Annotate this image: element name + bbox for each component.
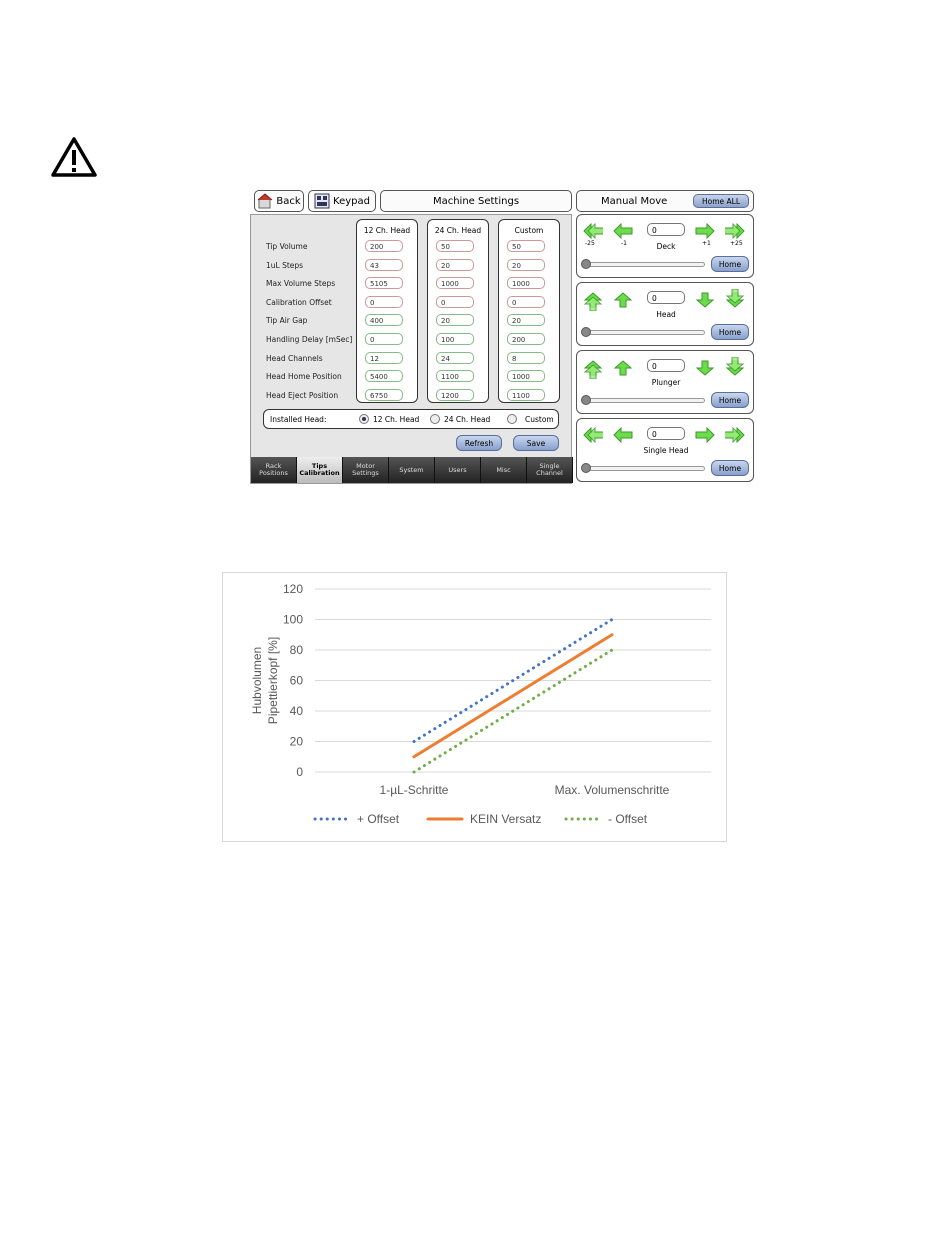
up-arrow-icon[interactable] (613, 357, 633, 379)
value-field[interactable]: 100 (436, 333, 474, 345)
home-back-icon (257, 193, 273, 209)
value-field[interactable]: 6750 (365, 389, 403, 401)
row-label: Tip Volume (266, 242, 308, 251)
value-field[interactable]: 12 (365, 352, 403, 364)
position-value-field[interactable]: 0 (647, 359, 685, 372)
position-value-field[interactable]: 0 (647, 223, 685, 236)
value-field[interactable]: 200 (507, 333, 545, 345)
move-box-single-head (576, 418, 754, 482)
home-button[interactable]: Home (711, 324, 749, 340)
down-arrow-icon[interactable] (695, 289, 715, 311)
axis-label: Plunger (651, 378, 681, 387)
y-tick-label: 0 (296, 765, 303, 779)
home-button[interactable]: Home (711, 460, 749, 476)
legend-label: - Offset (608, 812, 648, 826)
left-arrow-icon[interactable] (613, 223, 633, 239)
screen-title-text: Machine Settings (432, 195, 520, 207)
settings-tab[interactable]: Single Channel (527, 457, 573, 483)
manual-move-header (576, 190, 754, 212)
arrow-svg (613, 289, 633, 311)
row-label: Tip Air Gap (266, 316, 308, 326)
value-field[interactable]: 24 (436, 352, 474, 364)
machine-settings-screenshot (250, 186, 754, 484)
value-field[interactable]: 1100 (436, 370, 474, 382)
row-label: Head Home Position (266, 372, 342, 382)
move-box-head (576, 282, 754, 346)
value-field[interactable]: 400 (365, 314, 403, 326)
arrow-svg (725, 357, 745, 379)
down-arrow-icon[interactable] (695, 357, 715, 379)
y-tick-label: 20 (289, 734, 303, 749)
offset-line-chart (222, 572, 727, 842)
radio-12ch[interactable] (359, 414, 369, 424)
y-tick-label: 100 (282, 612, 303, 627)
position-slider[interactable] (583, 398, 705, 403)
arrow-svg (583, 223, 603, 239)
double-down-arrow-icon[interactable] (725, 357, 745, 379)
installed-head-label: Installed Head: (270, 415, 327, 424)
column-header: 12 Ch. Head (363, 226, 411, 235)
right-arrow-icon[interactable] (695, 223, 715, 239)
arrow-svg (613, 357, 633, 379)
value-field[interactable]: 8 (507, 352, 545, 364)
value-field[interactable]: 20 (436, 259, 474, 271)
arrow-svg (613, 427, 633, 443)
radio-custom[interactable] (507, 414, 517, 424)
up-arrow-icon[interactable] (613, 289, 633, 311)
arrow-svg (583, 427, 603, 443)
settings-tab[interactable]: Motor Settings (343, 457, 389, 483)
value-field[interactable]: 200 (365, 240, 403, 252)
radio-custom-label: Custom (525, 415, 554, 424)
arrow-svg (583, 357, 603, 379)
step-label: +25 (730, 240, 743, 247)
value-field[interactable]: 1200 (436, 389, 474, 401)
legend-label: KEIN Versatz (470, 812, 542, 826)
settings-tab[interactable]: Misc (481, 457, 527, 483)
double-left-arrow-icon[interactable] (583, 223, 603, 239)
save-label: Save (526, 438, 546, 448)
arrow-svg (583, 289, 603, 311)
arrow-svg (695, 357, 715, 379)
y-tick-label: 60 (289, 673, 303, 688)
home-button[interactable]: Home (711, 392, 749, 408)
value-field[interactable]: 1000 (436, 277, 474, 289)
settings-tab[interactable]: Rack Positions (251, 457, 297, 483)
double-right-arrow-icon[interactable] (725, 427, 745, 443)
axis-label: Single Head (643, 446, 689, 455)
position-slider[interactable] (583, 466, 705, 471)
x-tick-label: Max. Volumenschritte (554, 783, 670, 797)
y-tick-label: 40 (289, 704, 303, 718)
move-box-deck (576, 214, 754, 278)
home-all-button[interactable] (693, 194, 749, 208)
chart-svg (223, 573, 728, 843)
left-arrow-icon[interactable] (613, 427, 633, 443)
move-box-plunger (576, 350, 754, 414)
installed-head-group (263, 409, 559, 429)
y-tick-label: 80 (289, 643, 303, 657)
arrow-svg (725, 289, 745, 311)
position-slider[interactable] (583, 262, 705, 267)
double-up-arrow-icon[interactable] (583, 357, 603, 379)
y-axis-title-line1: Hubvolumen (250, 646, 264, 715)
row-label: Handling Delay [mSec] (266, 335, 353, 344)
slider-knob[interactable] (581, 259, 591, 269)
back-label: Back (276, 195, 301, 207)
slider-knob[interactable] (581, 463, 591, 473)
row-label: Head Channels (266, 353, 323, 363)
settings-tab[interactable]: Tips Calibration (297, 457, 343, 483)
step-label: +1 (702, 240, 711, 247)
position-value-field[interactable]: 0 (647, 291, 685, 304)
arrow-svg (695, 289, 715, 311)
manual-move-title: Manual Move (601, 195, 668, 207)
value-field[interactable]: 0 (365, 296, 403, 308)
x-tick-label: 1-µL-Schritte (379, 783, 449, 797)
position-slider[interactable] (583, 330, 705, 335)
refresh-label: Refresh (464, 438, 494, 448)
keypad-label: Keypad (333, 195, 370, 207)
save-button[interactable] (513, 435, 559, 451)
value-field[interactable]: 50 (507, 240, 545, 252)
settings-tab-bar (251, 457, 573, 483)
value-field[interactable]: 0 (365, 333, 403, 345)
keypad-button[interactable] (308, 190, 376, 212)
value-field[interactable]: 43 (365, 259, 403, 271)
value-field[interactable]: 5400 (365, 370, 403, 382)
home-all-label: Home ALL (701, 196, 741, 206)
column-header: Custom (514, 226, 544, 235)
arrow-svg (613, 223, 633, 239)
value-field[interactable]: 5105 (365, 277, 403, 289)
position-value-field[interactable]: 0 (647, 427, 685, 440)
slider-knob[interactable] (581, 395, 591, 405)
tips-calibration-panel (250, 214, 572, 484)
keypad-icon (314, 193, 330, 209)
column-header: 24 Ch. Head (434, 226, 482, 235)
settings-tab[interactable]: Users (435, 457, 481, 483)
double-left-arrow-icon[interactable] (583, 427, 603, 443)
arrow-svg (725, 223, 745, 239)
value-field[interactable]: 20 (507, 314, 545, 326)
double-right-arrow-icon[interactable] (725, 223, 745, 239)
value-field[interactable]: 50 (436, 240, 474, 252)
screen-title (380, 190, 572, 212)
radio-24ch-label: 24 Ch. Head (444, 415, 491, 424)
value-field[interactable]: 1000 (507, 277, 545, 289)
row-label: Max Volume Steps (266, 279, 336, 289)
value-field[interactable]: 1100 (507, 389, 545, 401)
value-field[interactable]: 1000 (507, 370, 545, 382)
value-field[interactable]: 20 (436, 314, 474, 326)
axis-label: Head (656, 310, 676, 319)
value-field[interactable]: 0 (436, 296, 474, 308)
arrow-svg (725, 427, 745, 443)
double-down-arrow-icon[interactable] (725, 289, 745, 311)
arrow-svg (695, 223, 715, 239)
arrow-svg (695, 427, 715, 443)
axis-label: Deck (656, 242, 676, 251)
value-field[interactable]: 0 (507, 296, 545, 308)
refresh-button[interactable] (456, 435, 502, 451)
y-tick-label: 120 (282, 582, 303, 596)
slider-knob[interactable] (581, 327, 591, 337)
right-arrow-icon[interactable] (695, 427, 715, 443)
y-axis-title-line2: Pipettierkopf [%] (266, 636, 280, 725)
radio-24ch[interactable] (430, 414, 440, 424)
double-up-arrow-icon[interactable] (583, 289, 603, 311)
home-button[interactable]: Home (711, 256, 749, 272)
warning-triangle-icon (50, 136, 98, 178)
step-label: -1 (621, 240, 627, 247)
row-label: Calibration Offset (266, 297, 332, 307)
settings-tab[interactable]: System (389, 457, 435, 483)
back-button[interactable] (254, 190, 304, 212)
legend-label: + Offset (357, 812, 400, 826)
row-label: Head Eject Position (266, 390, 339, 400)
value-field[interactable]: 20 (507, 259, 545, 271)
row-label: 1uL Steps (266, 260, 304, 270)
step-label: -25 (585, 240, 595, 247)
series-line (414, 635, 612, 757)
radio-12ch-label: 12 Ch. Head (373, 415, 420, 424)
